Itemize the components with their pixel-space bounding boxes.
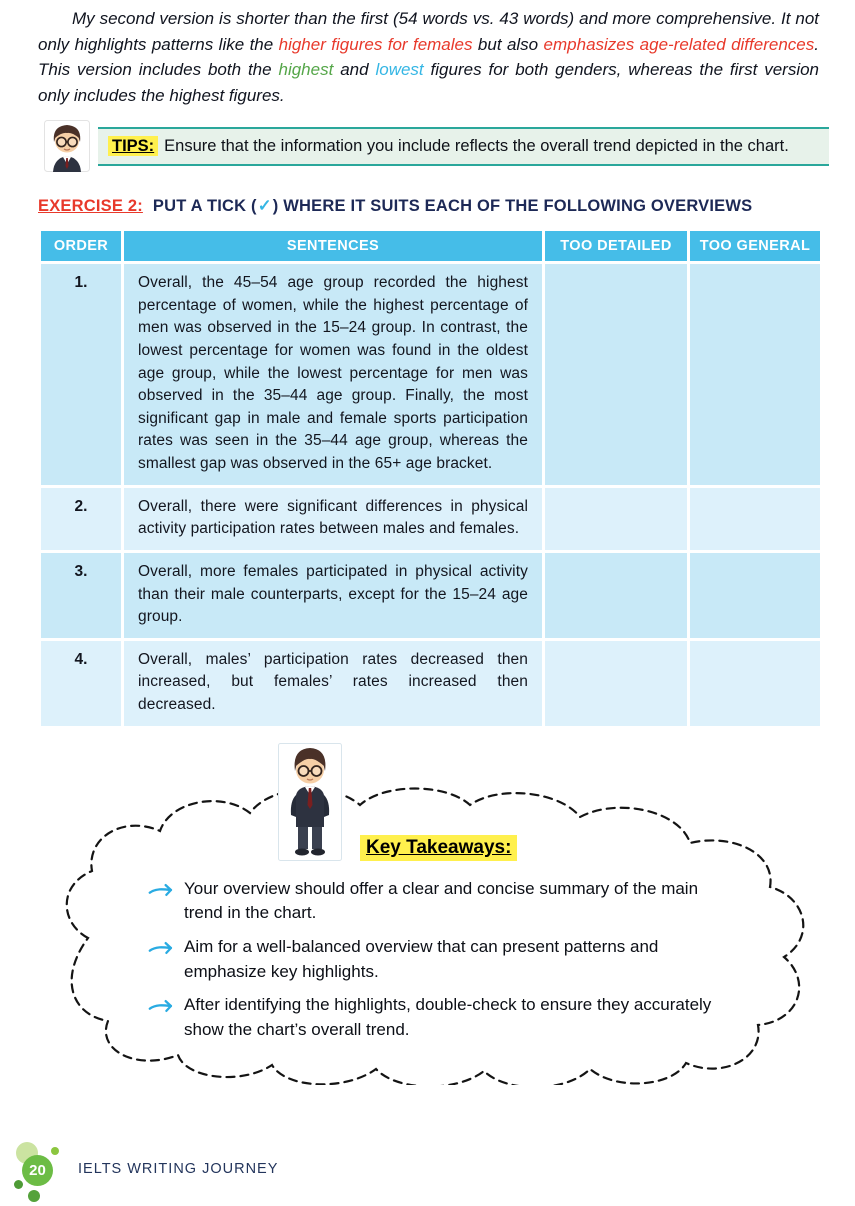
page (0, 6, 855, 1179)
header-sentences: SENTENCES (124, 231, 542, 261)
teacher-avatar-svg (44, 120, 90, 172)
intro-segment-normal: . This version includes both the (38, 34, 819, 79)
sentence-cell: Overall, more females participated in physical activity than their male counterparts, except for the 15–24 age group. (124, 553, 542, 638)
too-general-tick-cell[interactable] (690, 553, 820, 638)
table-row (41, 264, 820, 485)
page-footer (14, 1142, 278, 1196)
takeaway-list (148, 877, 716, 1052)
exercise-label: EXERCISE 2: (38, 197, 143, 215)
intro-segment-red: emphasizes age-related differences (543, 34, 815, 54)
takeaway-item (148, 993, 716, 1042)
intro-paragraph (38, 6, 819, 108)
table-header-row (41, 231, 820, 261)
takeaway-item (148, 877, 716, 926)
footer-brand: IELTS WRITING JOURNEY (78, 1161, 279, 1177)
decorative-circle (51, 1147, 59, 1155)
takeaways-section (0, 743, 855, 1093)
exercise-table (38, 228, 823, 729)
intro-segment-normal: but also (472, 34, 544, 54)
too-general-tick-cell[interactable] (690, 488, 820, 550)
arrow-right-icon (148, 938, 184, 958)
header-order: ORDER (41, 231, 121, 261)
intro-segment-normal: My second version is shorter than the first (54 words vs. 43 words) and more comprehensive. It not only highlights patterns like the (38, 9, 819, 54)
decorative-circle (14, 1180, 23, 1189)
intro-segment-normal: and (333, 60, 376, 79)
order-cell: 4. (41, 641, 121, 726)
sentence-cell: Overall, males’ participation rates decreased then increased, but females’ rates increased then decreased. (124, 641, 542, 726)
order-cell: 2. (41, 488, 121, 550)
takeaways-title: Key Takeaways: (360, 835, 517, 861)
too-detailed-tick-cell[interactable] (545, 264, 687, 485)
intro-segment-normal: figures for both genders, whereas the first version only includes the highest figures. (38, 60, 819, 105)
takeaway-text: After identifying the highlights, double-check to ensure they accurately show the chart’s overall trend. (184, 995, 712, 1039)
too-detailed-tick-cell[interactable] (545, 553, 687, 638)
intro-segment-cyan: lowest (375, 60, 424, 79)
page-number: 20 (22, 1155, 53, 1186)
too-detailed-tick-cell[interactable] (545, 488, 687, 550)
tips-label: TIPS: (108, 136, 158, 156)
too-general-tick-cell[interactable] (690, 264, 820, 485)
exercise-title (153, 197, 752, 215)
intro-segment-red: higher figures for females (278, 34, 473, 54)
exercise-title-pre: PUT A TICK ( (152, 197, 257, 215)
table-row (41, 488, 820, 550)
teacher-avatar-full-icon (278, 743, 342, 861)
tips-content (98, 127, 829, 166)
table-row (41, 641, 820, 726)
tips-text: Ensure that the information you include reflects the overall trend depicted in the chart. (164, 136, 789, 155)
teacher-avatar-full-svg (278, 743, 342, 861)
tick-icon: ✓ (257, 197, 272, 215)
decorative-circle (28, 1190, 40, 1202)
arrow-right-icon (148, 880, 184, 900)
too-detailed-tick-cell[interactable] (545, 641, 687, 726)
takeaway-text: Aim for a well-balanced overview that can present patterns and emphasize key highlights. (184, 936, 659, 981)
header-too-general: TOO GENERAL (690, 231, 820, 261)
exercise-title-post: ) WHERE IT SUITS EACH OF THE FOLLOWING OVERVIEWS (272, 197, 753, 215)
takeaway-item (148, 935, 716, 984)
table-body (41, 264, 820, 726)
arrow-right-icon (148, 996, 184, 1016)
table-row (41, 553, 820, 638)
takeaway-text: Your overview should offer a clear and concise summary of the main trend in the chart. (184, 878, 699, 923)
sentence-cell: Overall, the 45–54 age group recorded the highest percentage of women, while the highest percentage of men was observed in the 15–24 group. In contrast, the lowest percentage for women was found in the oldest age group, while the lowest percentage for men was observed in the 35–44 age group. Finally, the most significant gap in male and female sports participation rates was seen in the 35–44 age group, whereas the smallest gap was observed in the 65+ age bracket. (124, 264, 542, 485)
teacher-avatar-icon (44, 120, 90, 172)
intro-segment-green: highest (278, 60, 334, 79)
order-cell: 3. (41, 553, 121, 638)
sentence-cell: Overall, there were significant differences in physical activity participation rates between males and females. (124, 488, 542, 550)
order-cell: 1. (41, 264, 121, 485)
tips-section (44, 120, 829, 172)
too-general-tick-cell[interactable] (690, 641, 820, 726)
header-too-detailed: TOO DETAILED (545, 231, 687, 261)
page-number-badge (14, 1142, 66, 1196)
exercise-heading (38, 196, 817, 216)
